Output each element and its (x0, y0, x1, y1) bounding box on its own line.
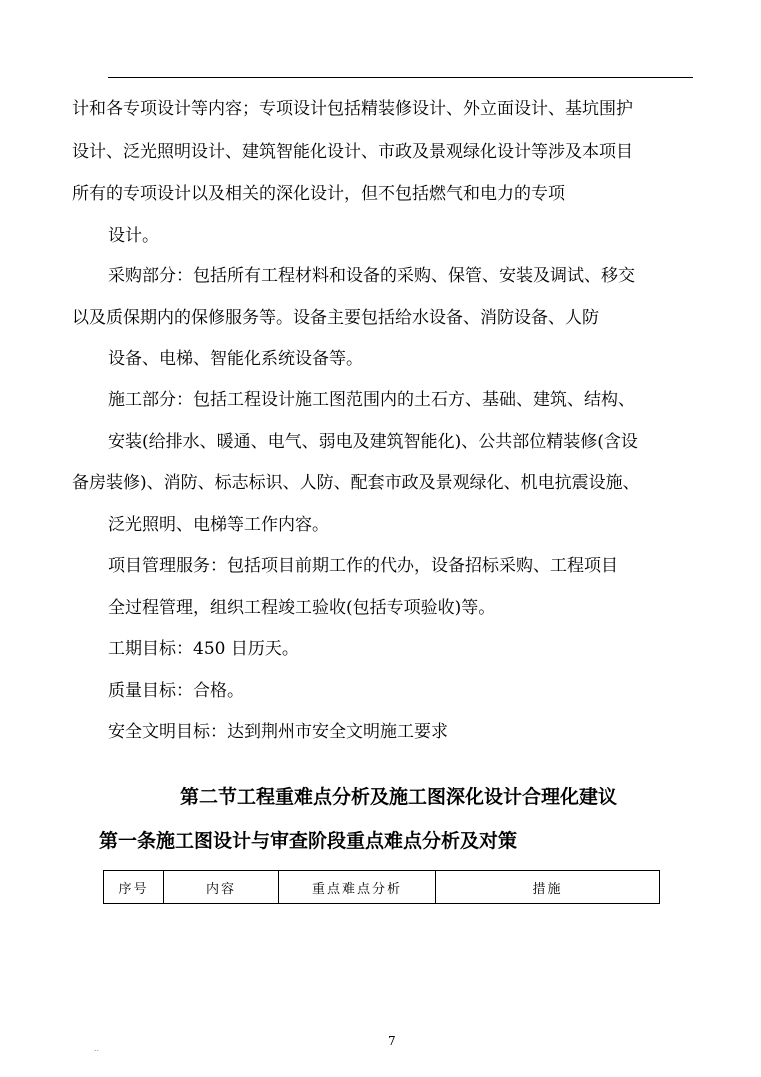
header-rule (108, 77, 693, 78)
table-header-row (104, 871, 660, 904)
body-line: 安装(给排水、暖通、电气、弱电及建筑智能化)、公共部位精装修(含设 (108, 432, 638, 452)
footer-marks: .. (94, 1044, 100, 1053)
section-heading: 第二节工程重难点分析及施工图深化设计合理化建议 (180, 786, 618, 808)
body-line: 项目管理服务：包括项目前期工作的代办，设备招标采购、工程项目 (108, 556, 618, 576)
page-number: 7 (388, 1034, 396, 1048)
body-line: 设计。 (108, 226, 159, 246)
article-heading: 第一条施工图设计与审查阶段重点难点分析及对策 (99, 830, 518, 852)
body-line: 泛光照明、电梯等工作内容。 (108, 515, 329, 535)
body-line: 计和各专项设计等内容；专项设计包括精装修设计、外立面设计、基坑围护 (72, 99, 633, 119)
table-header-cell: 措施 (436, 871, 660, 904)
body-line: 质量目标：合格。 (108, 681, 244, 701)
body-line: 采购部分：包括所有工程材料和设备的采购、保管、安装及调试、移交 (108, 266, 635, 286)
table-header-cell: 重点难点分析 (279, 871, 436, 904)
table-header-cell: 序号 (104, 871, 164, 904)
measures-table (103, 870, 660, 904)
table-header-cell: 内容 (164, 871, 279, 904)
body-line: 备房装修)、消防、标志标识、人防、配套市政及景观绿化、机电抗震设施、 (72, 473, 640, 493)
body-line: 全过程管理，组织工程竣工验收(包括专项验收)等。 (108, 598, 496, 618)
body-line: 安全文明目标：达到荆州市安全文明施工要求 (108, 722, 448, 742)
body-line: 施工部分：包括工程设计施工图范围内的土石方、基础、建筑、结构、 (108, 390, 635, 410)
body-line: 所有的专项设计以及相关的深化设计，但不包括燃气和电力的专项 (72, 184, 565, 204)
body-line: 工期目标：450 日历天。 (108, 639, 299, 659)
body-line: 设备、电梯、智能化系统设备等。 (108, 349, 363, 369)
body-line: 设计、泛光照明设计、建筑智能化设计、市政及景观绿化设计等涉及本项目 (72, 142, 633, 162)
body-line: 以及质保期内的保修服务等。设备主要包括给水设备、消防设备、人防 (72, 308, 599, 328)
